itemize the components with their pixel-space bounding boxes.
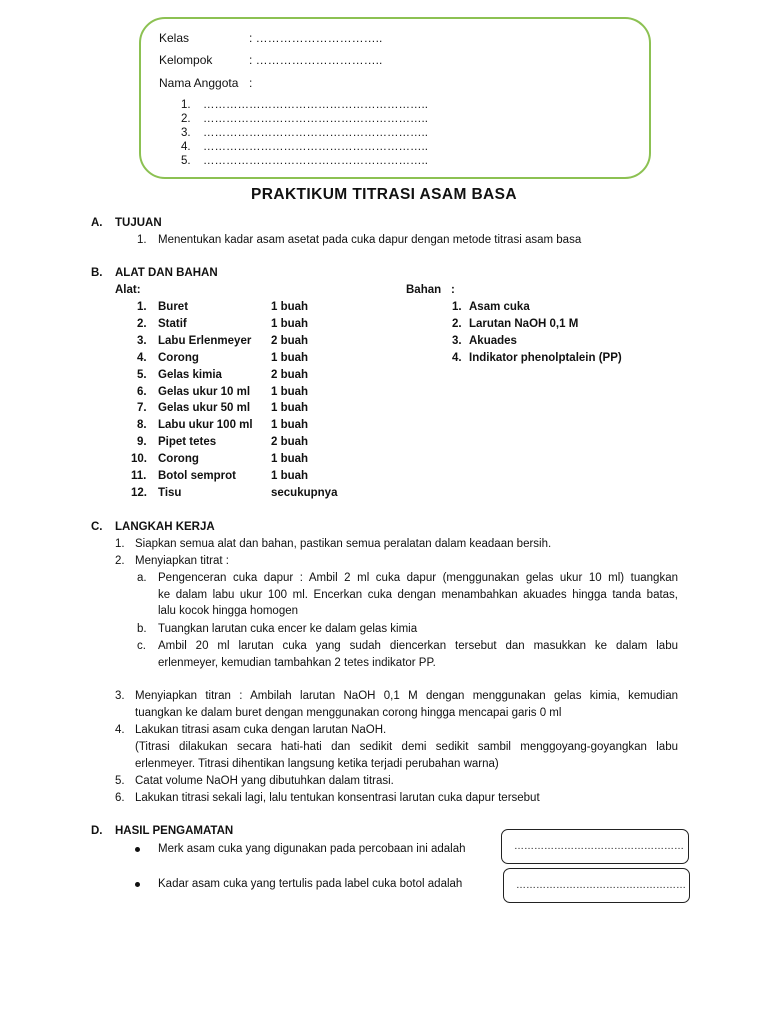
alat-number: 12.: [131, 486, 147, 499]
bahan-name: Indikator phenolptalein (PP): [469, 351, 622, 364]
section-title: LANGKAH KERJA: [115, 521, 215, 533]
bahan-name: Akuades: [469, 334, 517, 347]
alat-number: 9.: [137, 436, 147, 449]
member-field[interactable]: …………………………………………………..: [203, 141, 428, 153]
step-note: erlenmeyer. Titrasi dihentikan langsung ketika terjadi perubahan warna): [135, 758, 499, 770]
alat-name: Tisu: [158, 486, 182, 499]
step-text: Catat volume NaOH yang dibutuhkan dalam titrasi.: [135, 775, 394, 787]
tujuan-item: Menentukan kadar asam asetat pada cuka dapur dengan metode titrasi asam basa: [158, 234, 582, 246]
anggota-label: Nama Anggota: [159, 76, 239, 90]
alat-name: Labu ukur 100 ml: [158, 419, 253, 432]
substep-letter: b.: [137, 623, 147, 635]
question-text: Merk asam cuka yang digunakan pada percobaan ini adalah: [158, 843, 466, 855]
alat-name: Buret: [158, 301, 189, 313]
kelas-label: Kelas: [159, 31, 190, 45]
alat-number: 3.: [137, 334, 147, 347]
bahan-number: 3.: [452, 334, 462, 347]
alat-number: 5.: [137, 368, 147, 381]
alat-qty: 1 buah: [271, 351, 309, 364]
alat-number: 2.: [137, 317, 147, 330]
bahan-number: 4.: [452, 351, 462, 364]
bahan-number: 2.: [452, 317, 462, 330]
member-number: 4.: [181, 141, 191, 153]
alat-name: Gelas kimia: [158, 368, 222, 381]
bullet-icon: [135, 882, 140, 887]
question-text: Kadar asam cuka yang tertulis pada label cuka botol adalah: [158, 878, 463, 890]
alat-qty: 1 buah: [271, 419, 309, 432]
bullet-icon: [135, 847, 140, 852]
alat-number: 11.: [131, 470, 147, 482]
member-field[interactable]: …………………………………………………..: [203, 99, 428, 111]
substep-letter: a.: [137, 572, 147, 584]
alat-qty: secukupnya: [271, 486, 338, 499]
answer-box-merk[interactable]: ……………………………………………: [501, 829, 689, 864]
answer-box-kadar[interactable]: ……………………………………………: [503, 868, 690, 903]
alat-number: 8.: [137, 419, 147, 432]
step-text: Lakukan titrasi asam cuka dengan larutan NaOH.: [135, 724, 387, 736]
step-number: 4.: [115, 724, 125, 736]
substep-text: erlenmeyer, kemudian tambahkan 2 tetes indikator PP.: [158, 657, 436, 669]
alat-name: Botol semprot: [158, 470, 236, 482]
substep-text: Tuangkan larutan cuka encer ke dalam gelas kimia: [158, 623, 418, 635]
alat-number: 10.: [131, 453, 147, 466]
anggota-colon: :: [249, 76, 253, 90]
alat-number: 1.: [137, 301, 147, 313]
alat-qty: 1 buah: [271, 402, 309, 415]
substep-letter: c.: [137, 640, 146, 652]
section-letter: D.: [91, 825, 103, 837]
alat-name: Corong: [158, 351, 199, 364]
alat-qty: 1 buah: [271, 317, 309, 330]
alat-qty: 1 buah: [271, 385, 309, 398]
alat-qty: 2 buah: [271, 368, 309, 381]
member-field[interactable]: …………………………………………………..: [203, 113, 428, 125]
member-number: 2.: [181, 113, 191, 125]
alat-qty: 1 buah: [271, 301, 309, 313]
alat-name: Corong: [158, 453, 199, 466]
step-text: Lakukan titrasi sekali lagi, lalu tentukan konsentrasi larutan cuka dapur tersebut: [135, 792, 540, 804]
alat-number: 6.: [137, 385, 147, 398]
section-title: ALAT DAN BAHAN: [115, 267, 218, 279]
bahan-colon: :: [451, 284, 455, 296]
list-number: 1.: [137, 234, 147, 246]
step-number: 5.: [115, 775, 125, 787]
substep-text: lalu kocok hingga homogen: [158, 605, 299, 617]
alat-number: 7.: [137, 402, 147, 415]
alat-label: Alat:: [115, 284, 141, 296]
step-text: Siapkan semua alat dan bahan, pastikan semua peralatan dalam keadaan bersih.: [135, 538, 552, 550]
alat-name: Statif: [158, 317, 187, 330]
page-title: PRAKTIKUM TITRASI ASAM BASA: [251, 186, 517, 203]
substep-text: Ambil 20 ml larutan cuka yang sudah diencerkan tersebut dan masukkan ke dalam labu: [158, 640, 678, 652]
alat-name: Gelas ukur 10 ml: [158, 385, 251, 398]
member-number: 5.: [181, 155, 191, 167]
kelompok-field[interactable]: : …………………………..: [249, 53, 383, 67]
alat-qty: 1 buah: [271, 470, 309, 482]
section-letter: A.: [91, 217, 103, 229]
bahan-name: Asam cuka: [469, 301, 530, 313]
substep-text: Pengenceran cuka dapur : Ambil 2 ml cuka dapur (menggunakan gelas ukur 10 ml) tuangkan: [158, 572, 678, 584]
bahan-name: Larutan NaOH 0,1 M: [469, 317, 579, 330]
member-number: 3.: [181, 127, 191, 139]
bahan-number: 1.: [452, 301, 462, 313]
alat-name: Labu Erlenmeyer: [158, 334, 252, 347]
alat-qty: 2 buah: [271, 436, 309, 449]
step-number: 3.: [115, 690, 125, 702]
step-text: Menyiapkan titran : Ambilah larutan NaOH 0,1 M dengan menggunakan gelas kimia, kemudian: [135, 690, 678, 702]
kelompok-label: Kelompok: [159, 53, 213, 67]
alat-name: Pipet tetes: [158, 436, 217, 449]
member-number: 1.: [181, 99, 191, 111]
bahan-label: Bahan: [406, 284, 442, 296]
section-letter: C.: [91, 521, 103, 533]
alat-qty: 1 buah: [271, 453, 309, 466]
section-title: TUJUAN: [115, 217, 162, 229]
step-number: 1.: [115, 538, 125, 550]
kelas-field[interactable]: : …………………………..: [249, 31, 383, 45]
section-letter: B.: [91, 267, 103, 279]
step-text: tuangkan ke dalam buret dengan menggunakan corong hingga mencapai garis 0 ml: [135, 707, 562, 719]
step-number: 2.: [115, 555, 125, 567]
alat-name: Gelas ukur 50 ml: [158, 402, 251, 415]
alat-qty: 2 buah: [271, 334, 309, 347]
substep-text: ke dalam labu ukur 100 ml. Encerkan cuka dengan menambahkan akuades hingga tanda batas,: [158, 589, 678, 601]
member-field[interactable]: …………………………………………………..: [203, 127, 428, 139]
section-title: HASIL PENGAMATAN: [115, 825, 234, 837]
alat-number: 4.: [137, 351, 147, 364]
step-note: (Titrasi dilakukan secara hati-hati dan sedikit demi sedikit sambil menggoyang-goyangkan labu: [135, 741, 678, 753]
member-field[interactable]: …………………………………………………..: [203, 155, 428, 167]
step-text: Menyiapkan titrat :: [135, 555, 229, 567]
step-number: 6.: [115, 792, 125, 804]
